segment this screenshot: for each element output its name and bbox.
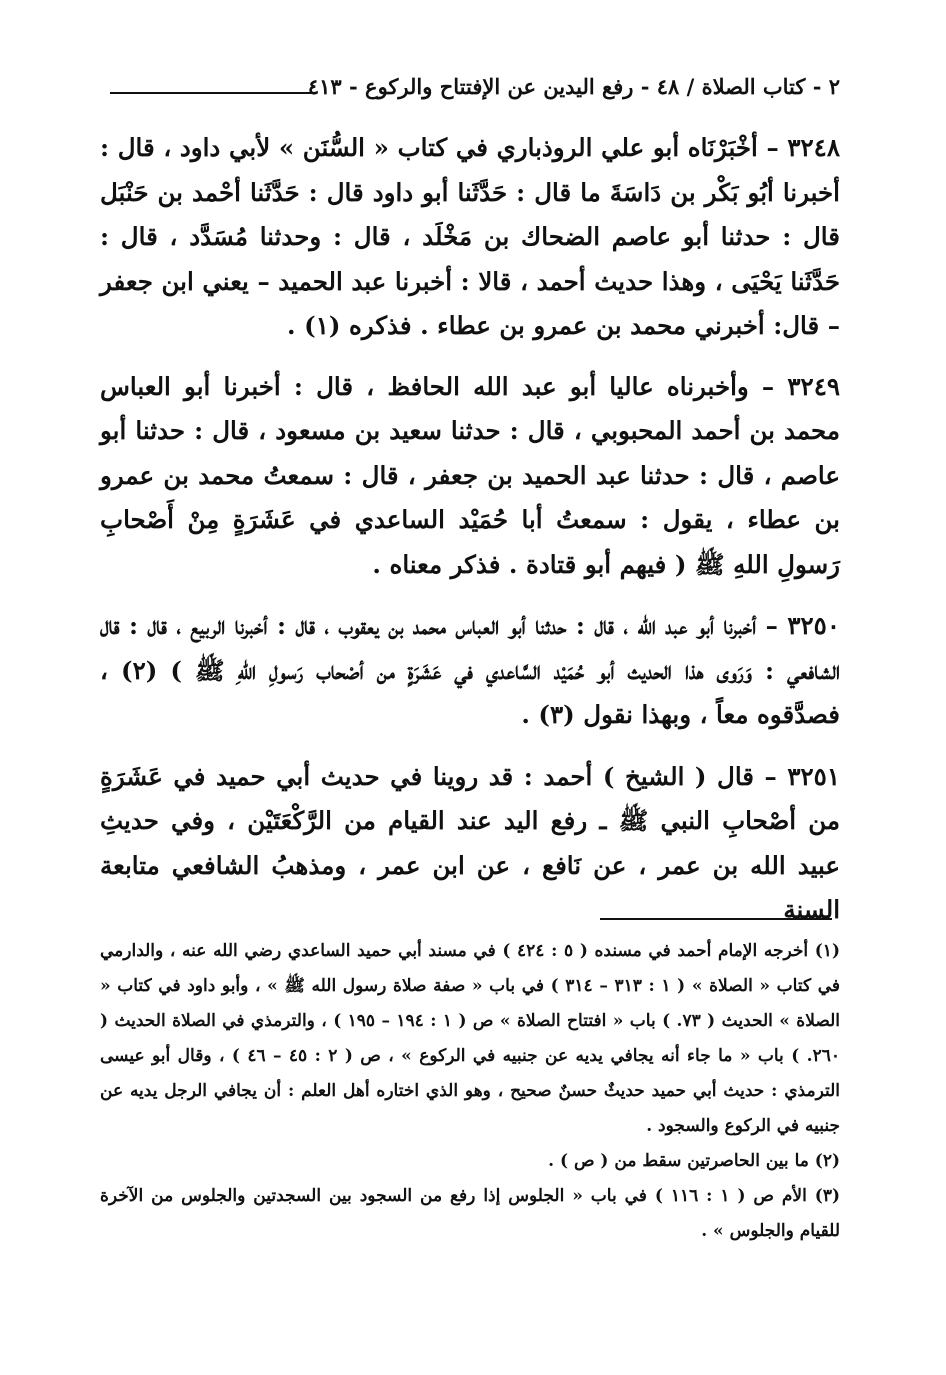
hadith-number: ٣٢٥١ — [787, 761, 840, 791]
hadith-paragraph — [100, 604, 840, 738]
running-header — [100, 74, 840, 110]
hadith-text: – قال ( الشيخ ) أحمد : قد روينا في حديث أبي حميد في عَشَرَةٍ من أصْحابِ النبي ﷺ ـ رفع اليد عند القيام من الرَّكْعَتَيْن ، وفي حديثِ عبيد الله بن عمر ، عن نَافع ، عن ابن عمر ، ومذهبُ الشافعي متابعة السنة — [100, 761, 840, 924]
footnote: (٣) الأم ص ( ١ : ١١٦ ) في باب « الجلوس إذا رفع من السجود بين السجدتين والجلوس من الآخرة للقيام والجلوس » . — [100, 1186, 840, 1241]
footnote: (١) أخرجه الإمام أحمد في مسنده ( ٥ : ٤٢٤ ) في مسند أبي حميد الساعدي رضي الله عنه ، والدارمي في كتاب « الصلاة » ( ١ : ٣١٣ – ٣١٤ ) في باب « صفة صلاة رسول الله ﷺ » ، وأبو داود في كتاب « الصلاة » الحديث ( ٧٣. ) باب « افتتاح الصلاة » ص ( ١ : ١٩٤ – ١٩٥ ) ، والترمذي في الصلاة الحديث ( ٢٦٠. ) باب « ما جاء أنه يجافي يديه عن جنبيه في الركوع » ، ص ( ٢ : ٤٥ – ٤٦ ) ، وقال أبو عيسى الترمذي : حديث أبي حميد حديثٌ حسنٌ صحيح ، وهو الذي اختاره أهل العلم : أن يجافي الرجل يديه عن جنبيه في الركوع والسجود . — [100, 941, 841, 1136]
footnote-rule — [600, 918, 832, 920]
footnotes — [100, 934, 840, 1249]
hadith-text: – وأخبرناه عاليا أبو عبد الله الحافظ ، قال : أخبرنا أبو العباس محمد بن أحمد المحبوبي ، قال : حدثنا سعيد بن مسعود ، قال : حدثنا أبو عاصم ، قال : حدثنا عبد الحميد بن جعفر ، قال : سمعتُ محمد بن عمرو بن عطاء ، يقول : سمعتُ أبا حُمَيْد الساعدي في عَشَرَةٍ مِنْ أَصْحابِ رَسولِ اللهِ ﷺ ( فيهم أبو قتادة . فذكر معناه . — [100, 371, 840, 579]
hadith-paragraph — [100, 755, 840, 933]
hadith-paragraph — [100, 126, 840, 349]
hadith-number: ٣٢٤٨ — [787, 133, 840, 162]
header-rule — [110, 92, 315, 94]
hadith-text: – أخبرنا أبو عبد الله ، قال : حدثنا أبو العباس محمد بن يعقوب ، قال : أخبرنا الربيع ، قال : قال الشافعي : وَرَوى هذا الحديث أبو حُمَيْد السَّاعدي في عَشَرَةٍ من أصْحاب رَسولِ اللهِ ﷺ ) (٢) ، فصدَّقوه معاً ، وبهذا نقول (٣) . — [100, 611, 840, 729]
header-title: ٢ - كتاب الصلاة / ٤٨ - رفع اليدين عن الإفتتاح والركوع - ٤١٣ — [307, 74, 840, 99]
hadith-paragraph — [100, 365, 840, 588]
main-text — [100, 126, 840, 947]
hadith-text: – أخْبَرْنَاه أبو علي الروذباري في كتاب « السُّنَن » لأبي داود ، قال : أخبرنا أبُو بَكْر بن دَاسَةَ ما قال : حَدَّثَنا أبو داود قال : حَدَّثَنا أحْمد بن حَنْبَل قال : حدثنا أبو عاصم الضحاك بن مَخْلَد ، قال : وحدثنا مُسَدَّد ، قال : حَدَّثَنا يَحْيَى ، وهذا حديث أحمد ، قالا : أخبرنا عبد الحميد – يعني ابن جعفر – قال: أخبرني محمد بن عمرو بن عطاء . فذكره (١) . — [100, 133, 840, 340]
hadith-number: ٣٢٤٩ — [787, 371, 841, 401]
hadith-number: ٣٢٥٠ — [787, 611, 840, 640]
footnote: (٢) ما بين الحاصرتين سقط من ( ص ) . — [548, 1151, 840, 1171]
